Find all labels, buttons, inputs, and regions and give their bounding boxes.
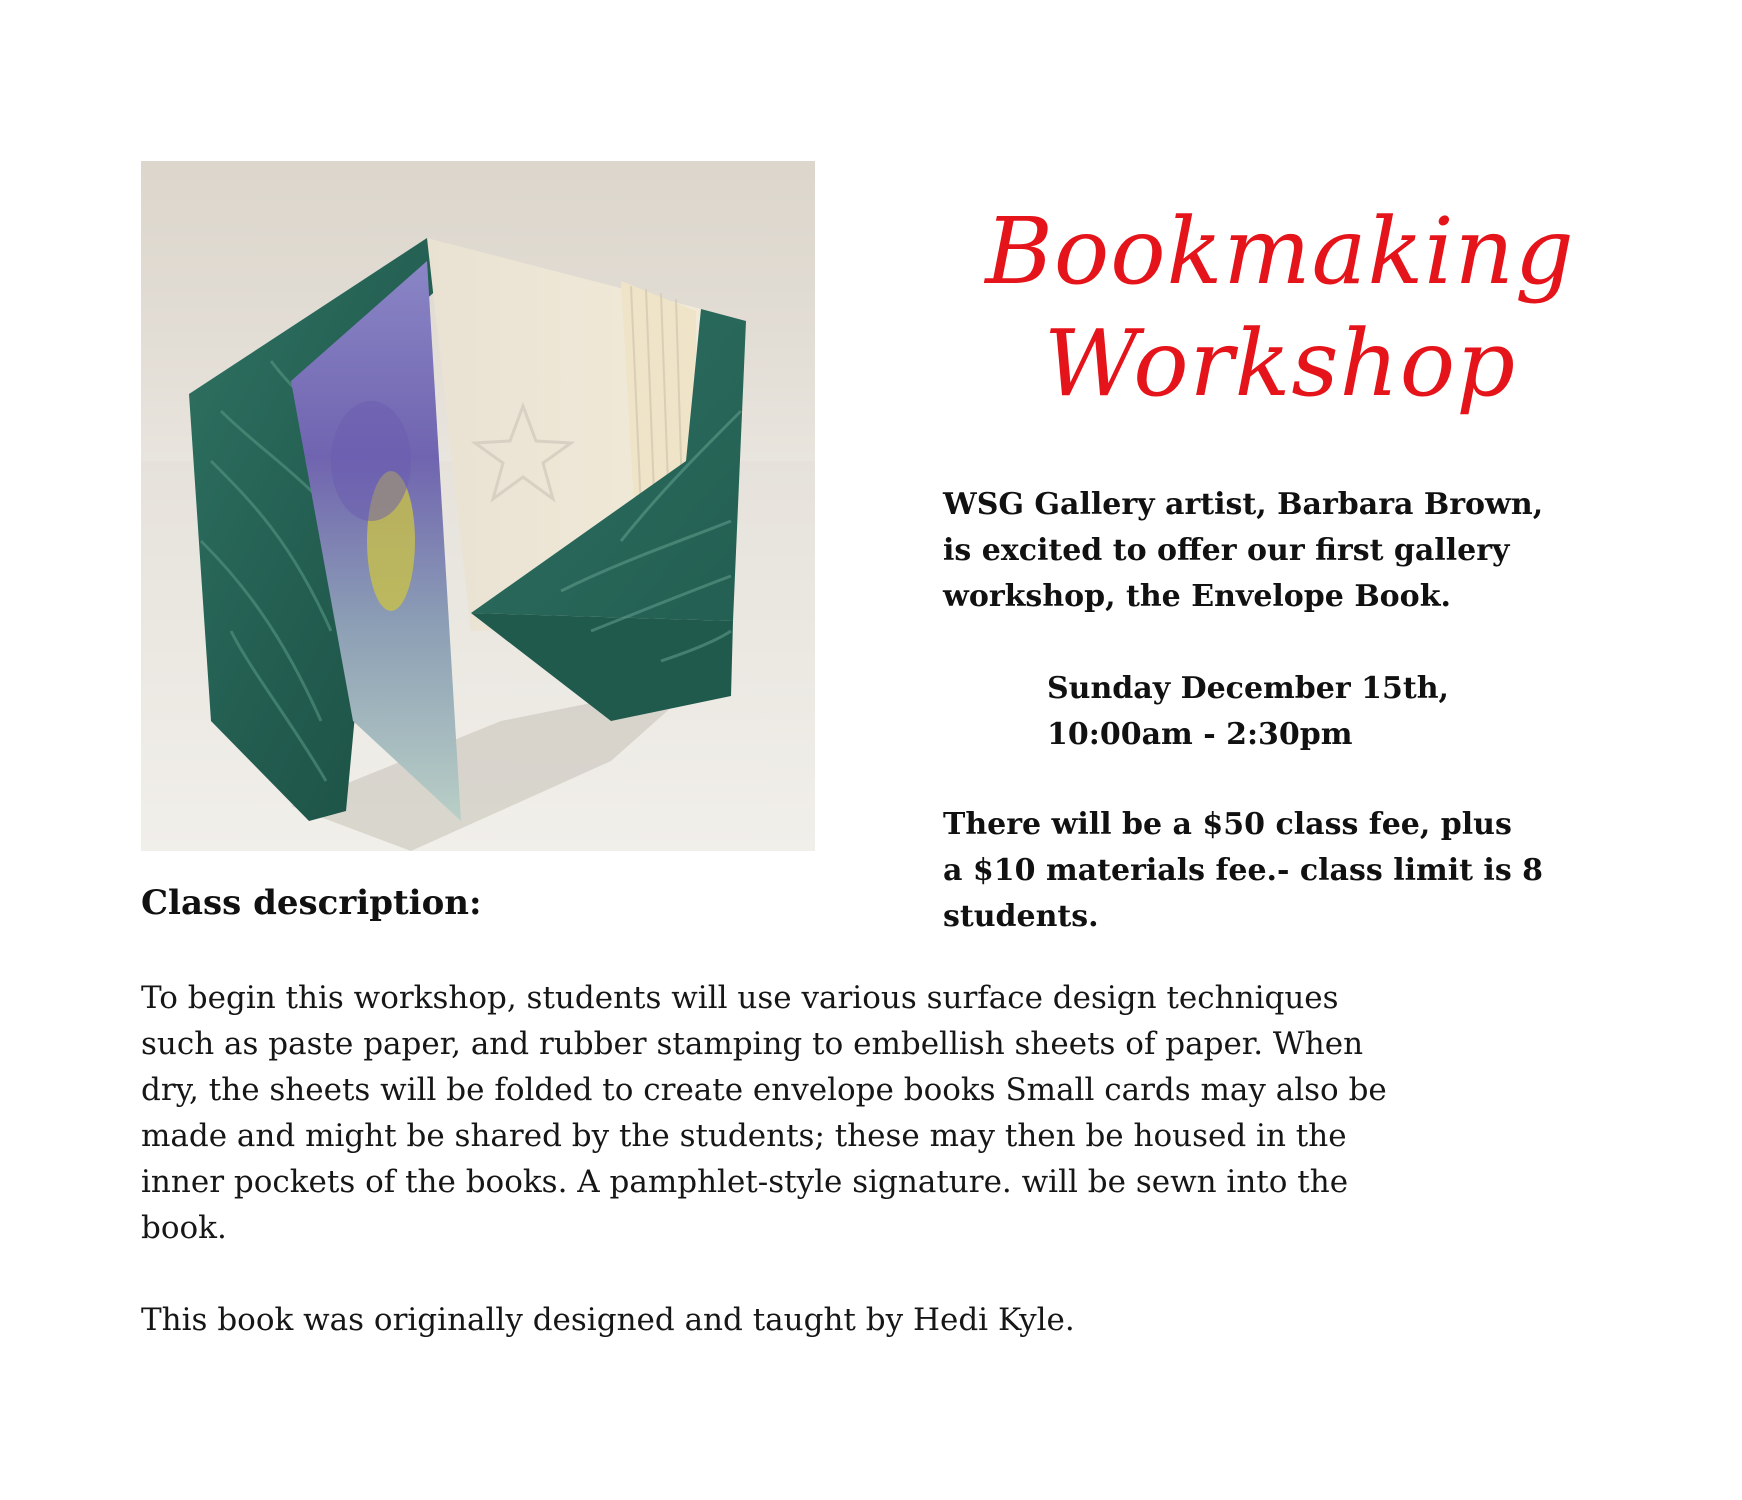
fee-line: a $10 materials fee.- class limit is 8 bbox=[943, 853, 1544, 888]
designer-credit: This book was originally designed and taught by Hedi Kyle. bbox=[141, 1302, 1075, 1338]
intro-line: is excited to offer our first gallery bbox=[943, 533, 1510, 568]
title-line-2: Workshop bbox=[1043, 310, 1517, 417]
intro-line: workshop, the Envelope Book. bbox=[943, 579, 1451, 614]
intro-paragraph bbox=[943, 482, 1663, 620]
fee-line: There will be a $50 class fee, plus bbox=[943, 807, 1512, 842]
class-description bbox=[141, 975, 1661, 1251]
fee-paragraph bbox=[943, 802, 1663, 940]
description-line: such as paste paper, and rubber stamping to embellish sheets of paper. When bbox=[141, 1026, 1364, 1062]
envelope-book-illustration bbox=[141, 161, 815, 851]
title-line-1: Bookmaking bbox=[985, 198, 1575, 305]
workshop-title bbox=[900, 196, 1660, 420]
fee-line: students. bbox=[943, 899, 1099, 934]
intro-line: WSG Gallery artist, Barbara Brown, bbox=[943, 487, 1544, 522]
description-line: book. bbox=[141, 1210, 227, 1246]
description-line: To begin this workshop, students will use various surface design techniques bbox=[141, 980, 1339, 1016]
description-line: dry, the sheets will be folded to create envelope books Small cards may also be bbox=[141, 1072, 1387, 1108]
envelope-book-photo bbox=[141, 161, 815, 851]
description-line: made and might be shared by the students; these may then be housed in the bbox=[141, 1118, 1347, 1154]
description-line: inner pockets of the books. A pamphlet-style signature. will be sewn into the bbox=[141, 1164, 1349, 1200]
schedule-date: Sunday December 15th, bbox=[1047, 671, 1449, 706]
schedule-time: 10:00am - 2:30pm bbox=[1047, 717, 1353, 752]
class-description-heading: Class description: bbox=[141, 883, 482, 923]
schedule bbox=[1047, 666, 1647, 758]
